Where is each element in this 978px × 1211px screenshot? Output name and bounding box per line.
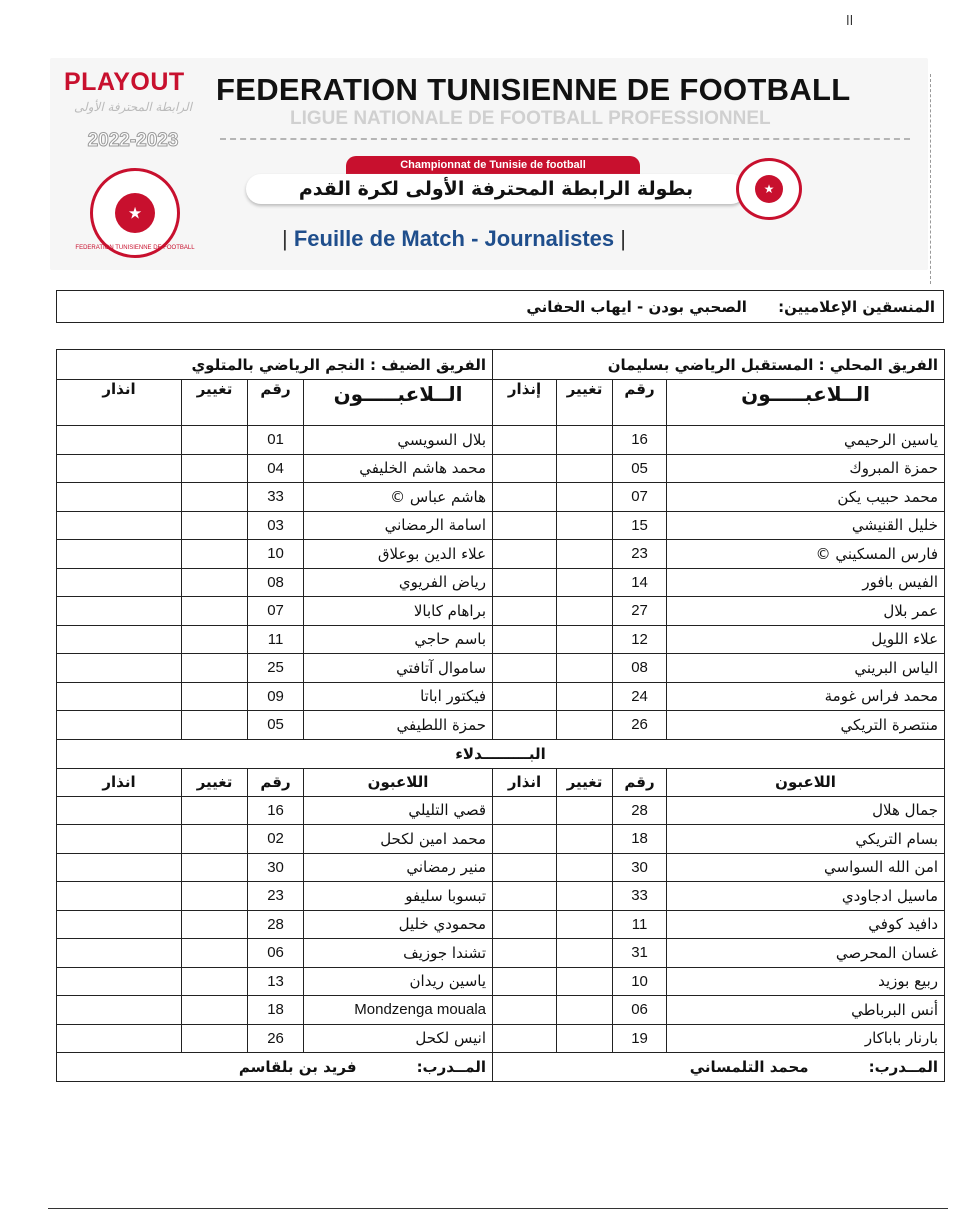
home-sub-cell: [557, 796, 613, 825]
substitute-row: [57, 910, 945, 939]
home-warning-cell: [493, 682, 557, 711]
home-sub-cell: [557, 825, 613, 854]
away-coach-name: فريد بن بلقاسم: [238, 1057, 357, 1076]
away-sub-cell: [182, 682, 248, 711]
home-player-number: 16: [613, 426, 667, 455]
home-player-name: خليل القنيشي: [667, 511, 945, 540]
away-warning-cell: [57, 796, 182, 825]
substitutes-title: البـــــــــدلاء: [57, 739, 945, 768]
away-sub-cell: [182, 967, 248, 996]
substitute-row: [57, 882, 945, 911]
championship-ar: بطولة الرابطة المحترفة الأولى لكرة القدم: [246, 174, 746, 204]
away-subs-number-header: رقم: [248, 768, 304, 796]
away-sub-cell: [182, 853, 248, 882]
home-player-number: 07: [613, 483, 667, 512]
home-warning-cell: [493, 454, 557, 483]
away-coach-label: المــدرب:: [416, 1057, 487, 1076]
home-coach-label: المــدرب:: [868, 1057, 939, 1076]
away-sub-cell: [182, 483, 248, 512]
header-banner: [50, 58, 928, 270]
home-player-number: 30: [613, 853, 667, 882]
home-sub-cell: [557, 654, 613, 683]
home-sub-cell: [557, 454, 613, 483]
home-warning-cell: [493, 825, 557, 854]
home-player-name: حمزة المبروك: [667, 454, 945, 483]
home-player-name: غسان المحرصي: [667, 939, 945, 968]
away-player-number: 11: [248, 625, 304, 654]
away-warning-cell: [57, 483, 182, 512]
home-sub-cell: [557, 711, 613, 740]
home-sub-cell: [557, 939, 613, 968]
home-player-name: الفيس بافور: [667, 568, 945, 597]
substitute-row: [57, 939, 945, 968]
match-sheet-table: [56, 349, 945, 1082]
federation-title: FEDERATION TUNISIENNE DE FOOTBALL: [216, 72, 851, 107]
away-warning-header: انذار: [57, 380, 182, 426]
home-player-name: ربيع بوزيد: [667, 967, 945, 996]
home-sub-cell: [557, 426, 613, 455]
home-player-number: 15: [613, 511, 667, 540]
home-sub-cell: [557, 967, 613, 996]
home-sub-cell: [557, 625, 613, 654]
home-player-name: منتصرة التريكي: [667, 711, 945, 740]
starter-row: [57, 597, 945, 626]
away-sub-cell: [182, 568, 248, 597]
home-player-name: علاء اللويل: [667, 625, 945, 654]
home-player-name: امن الله السواسي: [667, 853, 945, 882]
home-coach-name: محمد التلمساني: [689, 1057, 809, 1076]
season-label: 2022-2023: [87, 130, 179, 151]
away-sub-cell: [182, 996, 248, 1025]
away-player-number: 09: [248, 682, 304, 711]
home-sub-cell: [557, 996, 613, 1025]
home-player-number: 14: [613, 568, 667, 597]
home-warning-cell: [493, 996, 557, 1025]
away-sub-cell: [182, 540, 248, 569]
away-player-name: هاشم عباس ©: [304, 483, 493, 512]
league-title: LIGUE NATIONALE DE FOOTBALL PROFESSIONNEL: [290, 108, 771, 129]
starter-row: [57, 654, 945, 683]
home-number-header: رقم: [613, 380, 667, 426]
substitutes-title-row: [57, 739, 945, 768]
away-sub-header: تغيير: [182, 380, 248, 426]
starter-row: [57, 711, 945, 740]
away-player-name: اسامة الرمضاني: [304, 511, 493, 540]
home-subs-number-header: رقم: [613, 768, 667, 796]
home-sub-cell: [557, 682, 613, 711]
home-warning-cell: [493, 1024, 557, 1053]
away-warning-cell: [57, 654, 182, 683]
away-player-number: 10: [248, 540, 304, 569]
home-player-name: محمد حبيب يكن: [667, 483, 945, 512]
home-sub-cell: [557, 568, 613, 597]
away-warning-cell: [57, 682, 182, 711]
home-player-name: دافيد كوفي: [667, 910, 945, 939]
home-player-name: ماسيل ادجاودي: [667, 882, 945, 911]
away-player-number: 06: [248, 939, 304, 968]
home-sub-header: تغيير: [557, 380, 613, 426]
away-warning-cell: [57, 882, 182, 911]
home-player-number: 26: [613, 711, 667, 740]
away-player-number: 04: [248, 454, 304, 483]
home-player-number: 11: [613, 910, 667, 939]
away-sub-cell: [182, 597, 248, 626]
away-subs-sub-header: تغيير: [182, 768, 248, 796]
away-player-number: 02: [248, 825, 304, 854]
home-warning-cell: [493, 511, 557, 540]
home-player-name: الياس البريني: [667, 654, 945, 683]
away-player-number: 03: [248, 511, 304, 540]
away-warning-cell: [57, 625, 182, 654]
home-player-number: 27: [613, 597, 667, 626]
home-sub-cell: [557, 882, 613, 911]
starter-row: [57, 540, 945, 569]
away-sub-cell: [182, 711, 248, 740]
home-sub-cell: [557, 1024, 613, 1053]
home-player-number: 33: [613, 882, 667, 911]
away-warning-cell: [57, 939, 182, 968]
coordinators-value: الصحبي بودن - ايهاب الحفاني: [526, 298, 747, 316]
away-sub-cell: [182, 825, 248, 854]
home-sub-cell: [557, 597, 613, 626]
away-sub-cell: [182, 426, 248, 455]
edge-marks: [930, 74, 949, 284]
home-coach-cell: [493, 1053, 945, 1082]
away-sub-cell: [182, 910, 248, 939]
home-warning-cell: [493, 853, 557, 882]
home-sub-cell: [557, 910, 613, 939]
away-player-number: 13: [248, 967, 304, 996]
home-sub-cell: [557, 511, 613, 540]
starter-row: [57, 426, 945, 455]
home-player-name: فارس المسكيني ©: [667, 540, 945, 569]
home-warning-cell: [493, 711, 557, 740]
away-player-name: براهام كابالا: [304, 597, 493, 626]
away-warning-cell: [57, 711, 182, 740]
away-player-name: تبسوبا سليفو: [304, 882, 493, 911]
away-player-number: 26: [248, 1024, 304, 1053]
away-player-name: باسم حاجي: [304, 625, 493, 654]
substitute-row: [57, 796, 945, 825]
away-sub-cell: [182, 882, 248, 911]
home-subs-warning-header: انذار: [493, 768, 557, 796]
home-player-name: أنس البرباطي: [667, 996, 945, 1025]
substitute-row: [57, 853, 945, 882]
away-player-number: 23: [248, 882, 304, 911]
home-warning-cell: [493, 625, 557, 654]
away-player-number: 08: [248, 568, 304, 597]
home-warning-cell: [493, 597, 557, 626]
home-warning-cell: [493, 540, 557, 569]
home-warning-cell: [493, 426, 557, 455]
away-warning-cell: [57, 568, 182, 597]
away-warning-cell: [57, 426, 182, 455]
away-sub-cell: [182, 1024, 248, 1053]
home-team-cell: الفريق المحلي : المستقبل الرياضي بسليمان: [493, 350, 945, 380]
coach-row: [57, 1053, 945, 1082]
starter-row: [57, 483, 945, 512]
home-player-name: عمر بلال: [667, 597, 945, 626]
starter-row: [57, 454, 945, 483]
substitutes-header-row: [57, 768, 945, 796]
playout-subtitle: الرابطة المحترفة الأولى: [74, 100, 192, 114]
home-sub-cell: [557, 483, 613, 512]
away-player-name: رياض الفريوي: [304, 568, 493, 597]
substitute-row: [57, 825, 945, 854]
home-sub-cell: [557, 853, 613, 882]
away-player-name: محمودي خليل: [304, 910, 493, 939]
away-player-number: 30: [248, 853, 304, 882]
home-player-number: 06: [613, 996, 667, 1025]
away-warning-cell: [57, 967, 182, 996]
away-subs-warning-header: انذار: [57, 768, 182, 796]
away-warning-cell: [57, 597, 182, 626]
away-player-name: حمزة اللطيفي: [304, 711, 493, 740]
home-warning-cell: [493, 796, 557, 825]
championship-fr: Championnat de Tunisie de football: [346, 156, 640, 174]
away-player-name: فيكتور اباتا: [304, 682, 493, 711]
away-player-number: 07: [248, 597, 304, 626]
away-sub-cell: [182, 454, 248, 483]
away-player-number: 28: [248, 910, 304, 939]
starter-row: [57, 682, 945, 711]
home-sub-cell: [557, 540, 613, 569]
away-player-name: علاء الدين بوعلاق: [304, 540, 493, 569]
away-warning-cell: [57, 454, 182, 483]
starter-row: [57, 511, 945, 540]
starter-row: [57, 568, 945, 597]
home-player-number: 31: [613, 939, 667, 968]
coordinators-label: المنسقين الإعلاميين:: [778, 298, 935, 316]
page-number: اا: [846, 14, 854, 29]
away-players-header: الــلاعبـــــون: [304, 380, 493, 426]
starter-row: [57, 625, 945, 654]
away-sub-cell: [182, 625, 248, 654]
home-warning-cell: [493, 568, 557, 597]
home-warning-header: إنذار: [493, 380, 557, 426]
away-sub-cell: [182, 654, 248, 683]
home-warning-cell: [493, 939, 557, 968]
away-player-name: Mondzenga mouala: [304, 996, 493, 1025]
home-warning-cell: [493, 483, 557, 512]
ftf-logo-icon: ★ FEDERATION TUNISIENNE DE FOOTBALL: [90, 168, 180, 258]
away-warning-cell: [57, 996, 182, 1025]
home-player-number: 10: [613, 967, 667, 996]
away-player-number: 25: [248, 654, 304, 683]
home-warning-cell: [493, 882, 557, 911]
home-warning-cell: [493, 654, 557, 683]
away-player-name: ياسين ريدان: [304, 967, 493, 996]
home-player-name: محمد فراس غومة: [667, 682, 945, 711]
page-bottom-rule: [48, 1208, 948, 1209]
home-player-number: 08: [613, 654, 667, 683]
home-warning-cell: [493, 910, 557, 939]
away-sub-cell: [182, 939, 248, 968]
divider: [220, 138, 910, 140]
away-player-name: محمد هاشم الخليفي: [304, 454, 493, 483]
away-warning-cell: [57, 853, 182, 882]
away-player-number: 01: [248, 426, 304, 455]
substitute-row: [57, 996, 945, 1025]
away-number-header: رقم: [248, 380, 304, 426]
substitute-row: [57, 1024, 945, 1053]
home-player-number: 12: [613, 625, 667, 654]
away-player-number: 05: [248, 711, 304, 740]
media-coordinators: [56, 290, 944, 323]
ftf-small-logo-icon: ★: [736, 158, 802, 220]
away-player-number: 16: [248, 796, 304, 825]
home-player-number: 19: [613, 1024, 667, 1053]
home-player-number: 05: [613, 454, 667, 483]
away-warning-cell: [57, 511, 182, 540]
away-player-name: محمد امين لكحل: [304, 825, 493, 854]
away-player-name: بلال السويسي: [304, 426, 493, 455]
team-header-row: [57, 350, 945, 380]
away-coach-cell: [57, 1053, 493, 1082]
away-player-number: 18: [248, 996, 304, 1025]
home-subs-players-header: اللاعبون: [667, 768, 945, 796]
away-warning-cell: [57, 910, 182, 939]
column-header-row: [57, 380, 945, 426]
away-team-cell: الفريق الضيف : النجم الرياضي بالمتلوي: [57, 350, 493, 380]
away-player-name: ساموال آتافتي: [304, 654, 493, 683]
playout-title: PLAYOUT: [64, 68, 185, 96]
home-warning-cell: [493, 967, 557, 996]
away-sub-cell: [182, 796, 248, 825]
home-player-number: 18: [613, 825, 667, 854]
away-warning-cell: [57, 825, 182, 854]
away-warning-cell: [57, 1024, 182, 1053]
sheet-title: | Feuille de Match - Journalistes |: [282, 226, 626, 251]
away-player-name: انيس لكحل: [304, 1024, 493, 1053]
home-subs-sub-header: تغيير: [557, 768, 613, 796]
home-player-name: جمال هلال: [667, 796, 945, 825]
away-player-name: تشندا جوزيف: [304, 939, 493, 968]
home-player-name: بسام التريكي: [667, 825, 945, 854]
away-player-name: قصي التليلي: [304, 796, 493, 825]
substitute-row: [57, 967, 945, 996]
home-player-name: ياسين الرحيمي: [667, 426, 945, 455]
home-player-name: بارنار باباكار: [667, 1024, 945, 1053]
away-player-number: 33: [248, 483, 304, 512]
away-player-name: منير رمضاني: [304, 853, 493, 882]
away-sub-cell: [182, 511, 248, 540]
away-warning-cell: [57, 540, 182, 569]
home-player-number: 24: [613, 682, 667, 711]
home-players-header: الــلاعبـــــون: [667, 380, 945, 426]
home-player-number: 28: [613, 796, 667, 825]
away-subs-players-header: اللاعبون: [304, 768, 493, 796]
home-player-number: 23: [613, 540, 667, 569]
